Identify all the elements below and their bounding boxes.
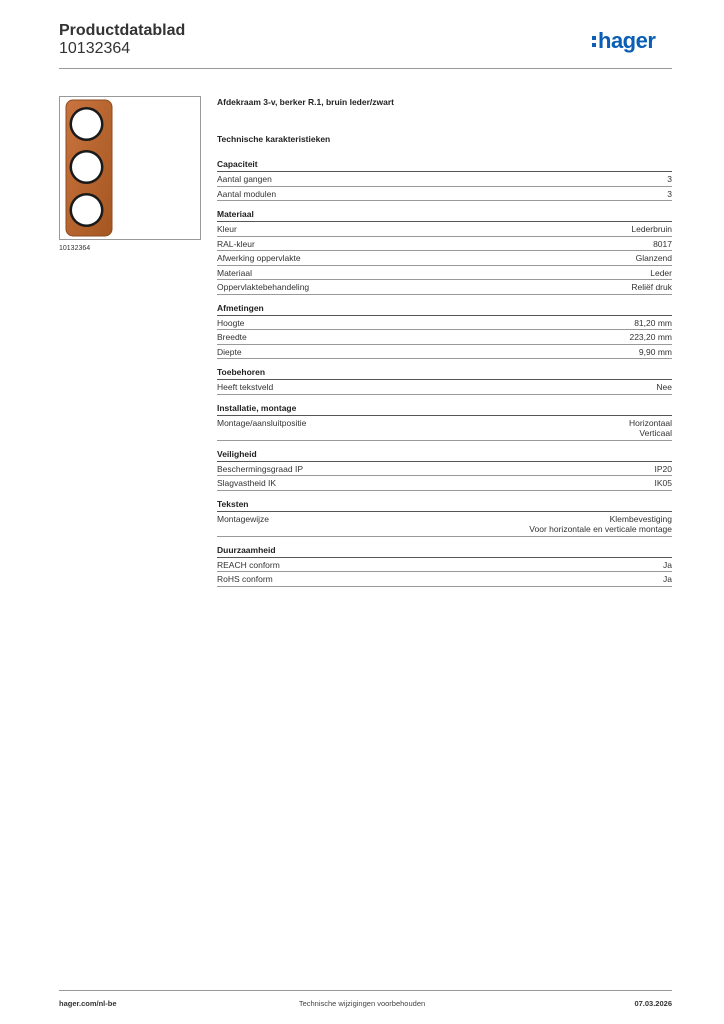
- spec-value: [656, 382, 672, 393]
- tech-characteristics-heading: Technische karakteristieken: [217, 134, 331, 144]
- spec-section: [217, 303, 672, 360]
- spec-label: Afwerking oppervlakte: [217, 253, 301, 263]
- spec-label: Beschermingsgraad IP: [217, 463, 303, 474]
- spec-value: [631, 224, 672, 235]
- spec-value-line: 9,90 mm: [638, 346, 672, 357]
- product-number: 10132364: [59, 40, 131, 57]
- spec-section: [217, 449, 672, 491]
- spec-value-line: 223,20 mm: [629, 332, 672, 342]
- spec-label: Diepte: [217, 346, 242, 357]
- spec-value: [667, 189, 672, 200]
- spec-label: Aantal gangen: [217, 174, 272, 184]
- spec-value: [529, 514, 672, 535]
- footer-divider: [59, 990, 672, 991]
- spec-section: [217, 545, 672, 587]
- spec-value: [639, 347, 672, 358]
- spec-value-line: 8017: [653, 238, 672, 249]
- spec-value-line: Verticaal: [639, 428, 672, 438]
- spec-value-line: Ja: [663, 559, 672, 570]
- spec-section: [217, 499, 672, 537]
- spec-value-line: Ja: [663, 574, 672, 584]
- spec-row: [217, 172, 672, 187]
- spec-row: [217, 380, 672, 395]
- footer-date: 07.03.2026: [634, 999, 672, 1008]
- spec-label: Slagvastheid IK: [217, 478, 277, 488]
- section-title: Teksten: [217, 499, 672, 512]
- section-title: Toebehoren: [217, 367, 672, 380]
- spec-value: [663, 560, 672, 571]
- spec-value-line: Klembevestiging: [609, 513, 672, 524]
- spec-row: [217, 572, 672, 587]
- spec-content: [217, 97, 672, 595]
- spec-row: [217, 187, 672, 202]
- spec-value-line: 3: [667, 188, 672, 199]
- spec-row: [217, 512, 672, 537]
- spec-row: [217, 266, 672, 281]
- spec-row: [217, 416, 672, 441]
- spec-value: [653, 239, 672, 250]
- spec-label: RAL-kleur: [217, 238, 255, 249]
- spec-value-line: Nee: [656, 382, 672, 392]
- section-title: Duurzaamheid: [217, 545, 672, 558]
- spec-value: [629, 418, 672, 439]
- spec-value-line: Lederbruin: [631, 224, 672, 234]
- spec-value: [634, 318, 672, 329]
- spec-value-line: Horizontaal: [629, 417, 672, 428]
- section-title: Capaciteit: [217, 159, 672, 172]
- spec-section: [217, 209, 672, 295]
- spec-label: Heeft tekstveld: [217, 382, 274, 392]
- spec-row: [217, 476, 672, 491]
- spec-label: Breedte: [217, 332, 247, 342]
- spec-label: Montage/aansluitpositie: [217, 417, 307, 428]
- hager-logo-text: hager: [598, 28, 656, 53]
- spec-value-line: Reliëf druk: [631, 282, 672, 292]
- product-image-caption: 10132364: [59, 245, 91, 252]
- spec-value-line: Leder: [650, 267, 672, 278]
- spec-row: [217, 237, 672, 252]
- spec-row: [217, 316, 672, 331]
- spec-value-line: 3: [667, 174, 672, 184]
- spec-value: [663, 574, 672, 585]
- spec-section: [217, 159, 672, 201]
- spec-value: [655, 464, 673, 475]
- spec-value: [629, 332, 672, 343]
- spec-label: RoHS conform: [217, 574, 273, 584]
- footer-notice: Technische wijzigingen voorbehouden: [298, 999, 426, 1008]
- spec-value-line: Glanzend: [635, 253, 672, 263]
- spec-value-line: IK05: [654, 478, 672, 488]
- header-divider: [59, 68, 672, 69]
- hager-logo: [592, 26, 672, 56]
- section-title: Materiaal: [217, 209, 672, 222]
- spec-value-line: Voor horizontale en verticale montage: [529, 524, 672, 534]
- cover-frame-illustration: [60, 97, 200, 239]
- footer-website: hager.com/nl-be: [59, 999, 117, 1008]
- spec-row: [217, 558, 672, 573]
- spec-value: [655, 478, 673, 489]
- spec-value: [631, 282, 672, 293]
- section-title: Afmetingen: [217, 303, 672, 316]
- spec-section: [217, 403, 672, 441]
- spec-value-line: IP20: [654, 463, 672, 474]
- spec-label: REACH conform: [217, 559, 280, 570]
- spec-row: [217, 222, 672, 237]
- product-title: Afdekraam 3-v, berker R.1, bruin leder/zwart: [217, 97, 394, 107]
- spec-value: [636, 253, 672, 264]
- spec-label: Kleur: [217, 224, 237, 234]
- spec-section: [217, 367, 672, 395]
- spec-sections: [217, 159, 672, 587]
- spec-value: [650, 268, 672, 279]
- spec-value-line: 81,20 mm: [634, 317, 672, 328]
- spec-row: [217, 345, 672, 360]
- spec-row: [217, 251, 672, 266]
- page-title: Productdatablad: [59, 22, 186, 39]
- spec-row: [217, 330, 672, 345]
- spec-label: Aantal modulen: [217, 188, 277, 199]
- spec-value: [667, 174, 672, 185]
- product-image: [59, 96, 201, 240]
- spec-row: [217, 280, 672, 295]
- section-title: Veiligheid: [217, 449, 672, 462]
- spec-label: Oppervlaktebehandeling: [217, 282, 310, 292]
- spec-row: [217, 462, 672, 477]
- section-title: Installatie, montage: [217, 403, 672, 416]
- spec-label: Montagewijze: [217, 513, 269, 524]
- spec-label: Hoogte: [217, 317, 245, 328]
- spec-label: Materiaal: [217, 267, 252, 278]
